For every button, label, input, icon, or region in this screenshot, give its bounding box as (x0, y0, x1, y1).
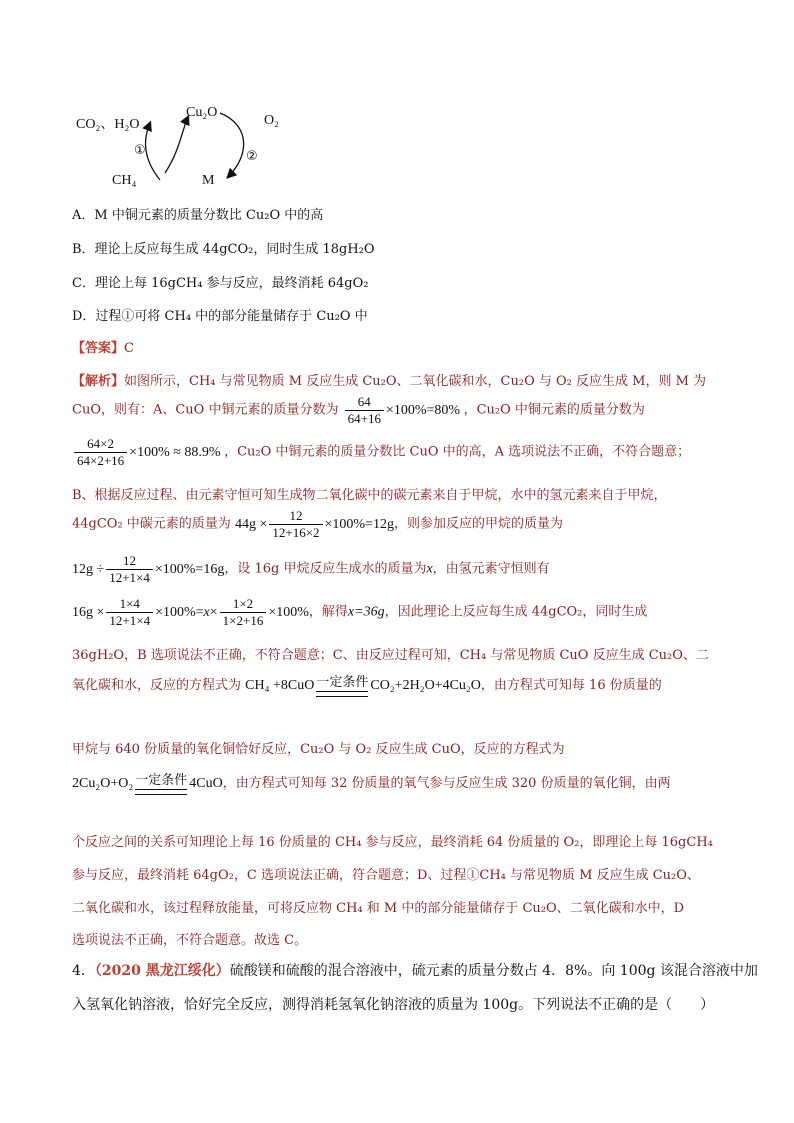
label-o2: O₂ (264, 113, 279, 128)
analysis-line-13: 参与反应，最终消耗 64gO₂，C 选项说法正确，符合题意；D、过程①CH₄ 与常见物质 M 反应生成 Cu₂O、 (72, 868, 700, 883)
question-4-line-2: 入氢氧化钠溶液，恰好完全反应，测得消耗氢氧化钠溶液的质量为 100g。下列说法不正确的是（ ） (72, 997, 715, 1013)
fraction: $\frac{12}{12+1\times 4}$ (106, 553, 153, 586)
option-b: B．理论上反应每生成 44gCO₂，同时生成 18gH₂O (72, 242, 375, 257)
analysis-line-11: 2Cu₂O+O₂ 一定条件 4CuO，由方程式可知每 32 份质量的氧气参与反应生成 320 份质量的氧化铜，由两 (72, 772, 671, 795)
fraction: $\frac{64}{64+16}$ (345, 394, 384, 427)
analysis-line-12: 个反应之间的关系可知理论上每 16 份质量的 CH₄ 参与反应，最终消耗 64 份质量的 O₂，即理论上每 16gCH₄ (72, 835, 713, 850)
analysis-label: 【解析】 (72, 374, 125, 389)
reaction-cycle-diagram (70, 95, 300, 195)
analysis-line-5: 44gCO₂ 中碳元素的质量为 44g × $\frac{12}{12+16\times 2}$ ×100%=12g，则参加反应的甲烷的质量为 (72, 508, 563, 540)
reaction-condition-arrow: 一定条件 (135, 773, 187, 795)
answer-label: 【答案】 (72, 341, 125, 356)
analysis-line-1: 【解析】如图所示，CH₄ 与常见物质 M 反应生成 Cu₂O、二氧化碳和水，Cu₂O 与 O₂ 反应生成 M，则 M 为 (72, 374, 707, 389)
option-c: C．理论上每 16gCH₄ 参与反应，最终消耗 64gO₂ (72, 276, 369, 291)
step-2-marker: ② (246, 149, 258, 164)
label-ch4: CH₄ (112, 173, 137, 188)
reaction-condition-arrow: 一定条件 (316, 675, 368, 697)
analysis-line-10: 甲烷与 640 份质量的氧化铜恰好反应，Cu₂O 与 O₂ 反应生成 CuO，反应的方程式为 (72, 742, 565, 757)
fraction: $\frac{64\times 2}{64\times 2+16}$ (74, 436, 127, 469)
cycle-arrows (70, 95, 300, 195)
analysis-line-3: $\frac{64\times 2}{64\times 2+16}$ ×100% ≈ 88.9% ，Cu₂O 中铜元素的质量分数比 CuO 中的高，A 选项说法不正确，不符合题意； (72, 436, 690, 469)
question-4-line-1: 4．（2020 黑龙江绥化）硫酸镁和硫酸的混合溶液中，硫元素的质量分数占 4．8%。向 100g 该混合溶液中加 (72, 963, 758, 979)
analysis-line-14: 二氧化碳和水，该过程释放能量，可将反应物 CH₄ 和 M 中的部分能量储存于 Cu₂O、二氧化碳和水中，D (72, 901, 685, 916)
label-co2-h2o: CO₂、H₂O (76, 117, 140, 132)
answer-line (72, 337, 134, 356)
fraction: $\frac{1\times 4}{12+1\times 4}$ (106, 596, 153, 629)
step-1-marker: ① (134, 143, 146, 158)
analysis-line-6: 12g ÷ $\frac{12}{12+1\times 4}$ ×100%=16g，设 16g 甲烷反应生成水的质量为x，由氢元素守恒则有 (72, 553, 550, 585)
option-a: A．M 中铜元素的质量分数比 Cu₂O 中的高 (72, 208, 324, 223)
analysis-line-9: 氧化碳和水，反应的方程式为 CH₄ +8CuO 一定条件 CO₂+2H₂O+4Cu₂O，由方程式可知每 16 份质量的 (72, 674, 662, 697)
fraction: $\frac{12}{12+16\times 2}$ (269, 508, 322, 541)
analysis-line-4: B、根据反应过程、由元素守恒可知生成物二氧化碳中的碳元素来自于甲烷，水中的氢元素来自于甲烷， (72, 488, 667, 503)
fraction: $\frac{1\times 2}{1\times 2+16}$ (220, 596, 267, 629)
analysis-line-7: 16g × $\frac{1\times 4}{12+1\times 4}$ ×100%=x× $\frac{1\times 2}{1\times 2+16}$ ×100%，解得x=36g，因此理论上反应每生成 44gCO₂，同时生成 (72, 596, 648, 628)
question-source: （2020 黑龙江绥化） (94, 963, 230, 979)
label-m: M (202, 173, 215, 188)
analysis-line-8: 36gH₂O，B 选项说法不正确，不符合题意；C、由反应过程可知，CH₄ 与常见物质 CuO 反应生成 Cu₂O、二 (72, 648, 709, 663)
option-d: D．过程①可将 CH₄ 中的部分能量储存于 Cu₂O 中 (72, 309, 368, 324)
answer-value: C (124, 341, 134, 356)
analysis-line-2: CuO，则有：A、CuO 中铜元素的质量分数为 $\frac{64}{64+16}$ ×100%=80% ，Cu₂O 中铜元素的质量分数为 (72, 394, 645, 426)
label-cu2o: Cu₂O (186, 105, 218, 120)
analysis-line-15: 选项说法不正确，不符合题意。故选 C。 (72, 933, 308, 948)
